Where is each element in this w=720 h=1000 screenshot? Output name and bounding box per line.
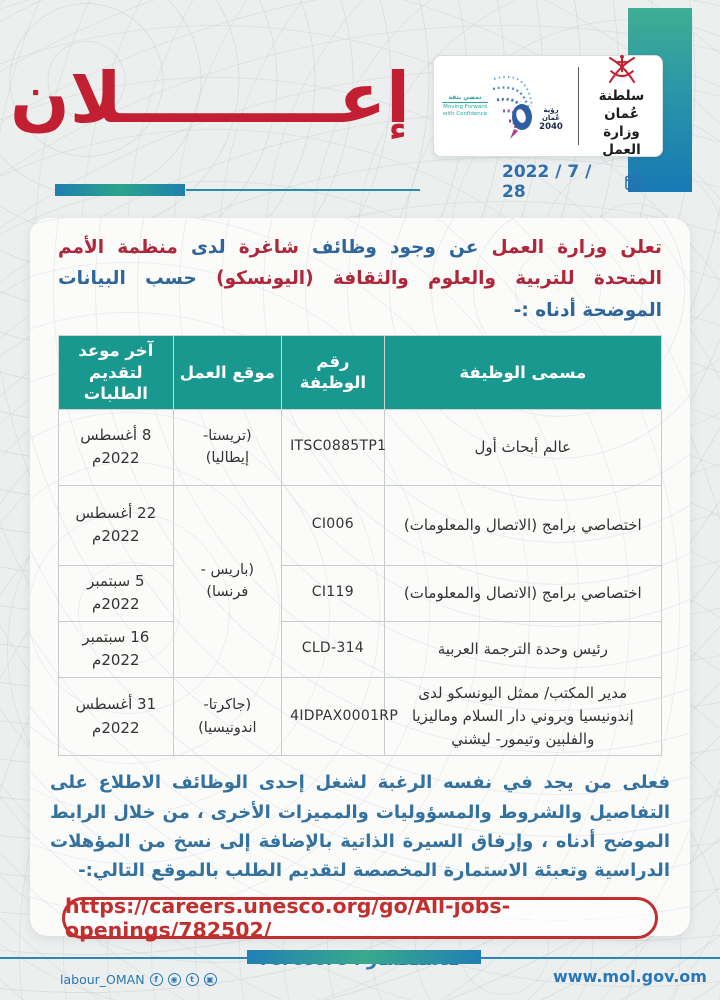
intro-segment: لدى <box>177 237 226 258</box>
footer-social-block <box>60 972 217 987</box>
application-url-link[interactable]: https://careers.unesco.org/go/All-jobs-openings/782502/ <box>62 897 658 939</box>
ministry-name-text: وزارة العمل <box>602 124 641 159</box>
job-number-cell: CI006 <box>282 485 385 565</box>
table-row <box>59 409 662 485</box>
vision-tagline <box>442 94 488 118</box>
date-row <box>502 162 642 202</box>
intro-segment: عن وجود وظائف <box>298 237 479 258</box>
col-header-deadline: آخر موعد لتقديم الطلبات <box>59 336 174 409</box>
oman-vision-2040-logo <box>442 67 568 145</box>
oman-national-emblem-icon <box>604 53 640 87</box>
footer-gradient-bar <box>247 950 481 964</box>
logo-card <box>433 55 663 157</box>
ministry-country-text: سلطنة عُمان <box>598 87 645 122</box>
intro-segment: حسب البيانات الموضحة أدناه :- <box>58 268 662 321</box>
vision-tagline-english: Moving Forward with Confidence <box>442 104 488 117</box>
jobs-table <box>58 335 662 756</box>
announcement-card <box>30 218 690 942</box>
table-row <box>59 565 662 621</box>
intro-segment: شاغرة <box>225 237 299 258</box>
deadline-cell: 8 أغسطس 2022م <box>59 409 174 485</box>
camera-icon[interactable]: ▣ <box>204 973 217 986</box>
job-number-cell: 4IDPAX0001RP <box>282 677 385 756</box>
location-cell-merged: (باريس - فرنسا) <box>173 485 282 677</box>
intro-segment: تعلن وزارة العمل <box>478 237 663 258</box>
vision-tagline-arabic: نمضي بثقة <box>442 94 488 103</box>
job-number-cell: CI119 <box>282 565 385 621</box>
website-link[interactable]: www.mol.gov.om <box>553 967 707 986</box>
intro-paragraph <box>58 232 662 326</box>
col-header-job-title: مسمى الوظيفة <box>384 336 661 409</box>
job-title-cell: مدير المكتب/ ممثل اليونسكو لدى إندونيسيا وبروني دار السلام وماليزيا والفلبين وتيمور- ليشني <box>384 677 661 756</box>
table-header-row <box>59 336 662 409</box>
closing-paragraph: فعلى من يجد في نفسه الرغبة لشغل إحدى الوظائف الاطلاع على التفاصيل والشروط والمسؤوليات والمميزات الأخرى ، من خلال الرابط الموضح أدناه ، وإرفاق السيرة الذاتية بالإضافة إلى نسخ من المؤهلات الدراسية وتعبئة الاستمارة المخصصة لتقديم الطلب بالموقع التالي:- <box>50 772 670 881</box>
twitter-icon[interactable]: t <box>186 973 199 986</box>
title-underline-bar <box>55 184 185 196</box>
ministry-of-labour-logo <box>589 53 654 160</box>
job-title-cell: اختصاصي برامج (الاتصال والمعلومات) <box>384 485 661 565</box>
vision-wordmark: رؤية عُمان 2040 <box>539 106 563 132</box>
col-header-location: موقع العمل <box>173 336 282 409</box>
page-title: إعـــــــــلان <box>9 57 411 139</box>
job-title-cell: اختصاصي برامج (الاتصال والمعلومات) <box>384 565 661 621</box>
location-cell: (جاكرتا- اندونيسيا) <box>173 677 282 756</box>
col-header-job-number: رقم الوظيفة <box>282 336 385 409</box>
location-cell: (تريستا-إيطاليا) <box>173 409 282 485</box>
job-number-cell: CLD-314 <box>282 621 385 677</box>
job-title-cell: عالم أبحاث أول <box>384 409 661 485</box>
intro-segment: منظمة الأمم المتحدة للتربية والعلوم والثقافة (اليونسكو) <box>58 237 662 290</box>
deadline-cell: 16 سبتمبر 2022م <box>59 621 174 677</box>
title-underline-rule <box>186 189 420 191</box>
job-number-cell: ITSC0885TP1 <box>282 409 385 485</box>
deadline-cell: 22 أغسطس 2022م <box>59 485 174 565</box>
deadline-cell: 5 سبتمبر 2022م <box>59 565 174 621</box>
logo-divider <box>578 67 579 145</box>
job-title-cell: رئيس وحدة الترجمة العربية <box>384 621 661 677</box>
social-handle: labour_OMAN <box>60 972 145 987</box>
instagram-icon[interactable]: ◉ <box>168 973 181 986</box>
table-row <box>59 677 662 756</box>
deadline-cell: 31 أغسطس 2022م <box>59 677 174 756</box>
calendar-icon <box>624 173 642 191</box>
table-row <box>59 485 662 565</box>
table-row <box>59 621 662 677</box>
facebook-icon[interactable]: f <box>150 973 163 986</box>
date-value: 2022 / 7 / 28 <box>502 162 592 202</box>
